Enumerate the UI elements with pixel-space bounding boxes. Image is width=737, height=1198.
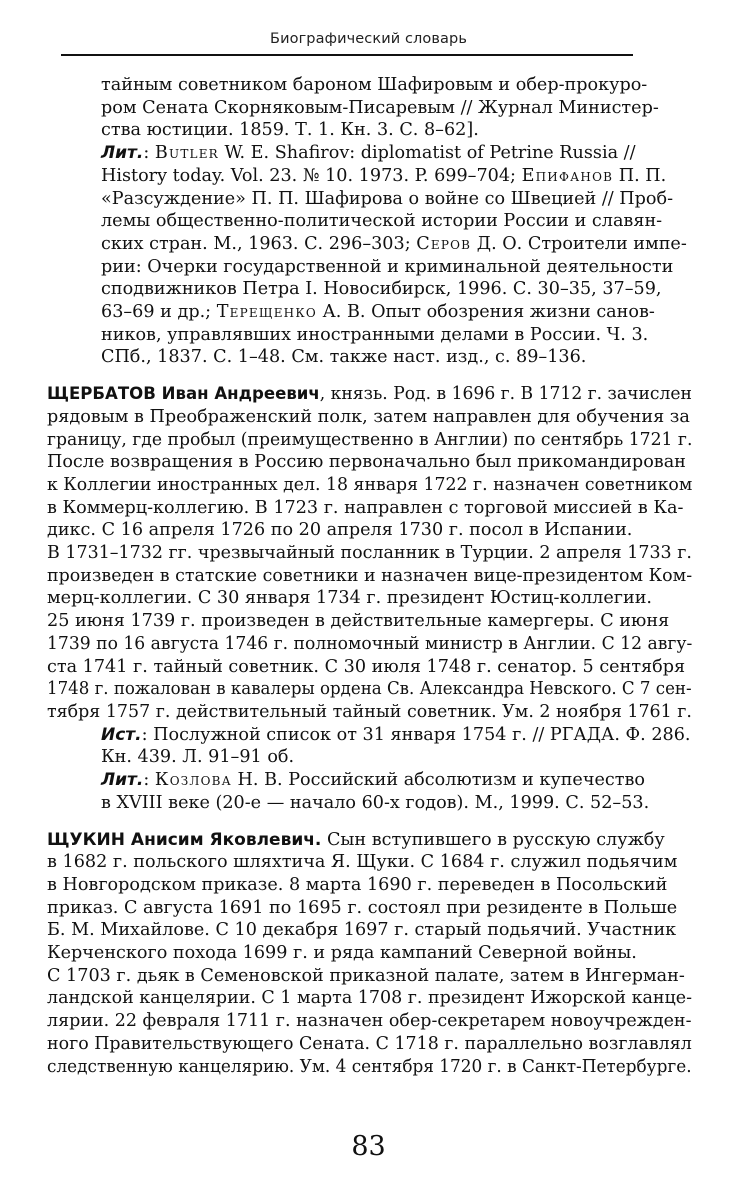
running-header: Биографический словарь <box>270 31 467 47</box>
text-line: в XVIII веке (20-е — начало 60-х годов). М., 1999. С. 52–53. <box>101 792 650 813</box>
author-name: Терещенко <box>216 302 317 323</box>
header-rule <box>61 54 633 56</box>
text-line: ства юстиции. 1859. Т. 1. Кн. 3. С. 8–62]. <box>101 120 479 141</box>
author-name: Козлова <box>154 770 232 791</box>
text-line: мерц-коллегии. С 30 января 1734 г. президент Юстиц-коллегии. <box>47 588 653 609</box>
text-line: произведен в статские советники и назначен вице-президентом Ком- <box>47 565 693 586</box>
continuation-paragraph <box>47 74 692 142</box>
text-line: ного Правительствующего Сената. С 1718 г. параллельно возглавлял <box>47 1033 692 1054</box>
text-line: рии: Очерки государственной и криминальной деятельности <box>101 256 674 277</box>
entry-heading: ЩЕРБАТОВ Иван Андреевич <box>47 384 320 405</box>
text-line: 1739 по 16 августа 1746 г. полномочный министр в Англии. С 12 авгу- <box>47 633 693 654</box>
text-line: сподвижников Петра I. Новосибирск, 1996. С. 30–35, 37–59, <box>101 279 662 300</box>
text-segment: 63–69 и др.; <box>101 302 217 323</box>
text-line: 1748 г. пожалован в кавалеры ордена Св. Александра Невского. С 7 сен- <box>47 679 692 700</box>
text-line: следственную канцелярию. Ум. 4 сентября 1720 г. в Санкт-Петербурге. <box>47 1056 692 1077</box>
text-line <box>101 165 692 188</box>
page-number: 83 <box>351 1131 386 1162</box>
text-line: ландской канцелярии. С 1 марта 1708 г. президент Ижорской канце- <box>47 988 693 1009</box>
text-line <box>101 301 692 324</box>
text-line: приказ. С августа 1691 по 1695 г. состоял при резиденте в Польше <box>47 897 678 918</box>
text-segment: Д. О. Строители импе- <box>471 233 687 254</box>
text-segment: W. E. Shafirov: diplomatist of Petrine Russia // <box>218 143 636 164</box>
text-line: Керченского похода 1699 г. и ряда кампаний Северной войны. <box>47 943 637 964</box>
text-segment: , князь. Род. в 1696 г. В 1712 г. зачислен <box>319 384 692 405</box>
text-line: дикс. С 16 апреля 1726 по 20 апреля 1730 г. посол в Испании. <box>47 520 633 541</box>
text-line: Б. М. Михайлове. С 10 декабря 1697 г. старый подьячий. Участник <box>47 920 677 941</box>
entry-shcherbatov <box>47 383 692 724</box>
text-line <box>101 724 692 747</box>
text-segment: П. П. <box>613 165 667 186</box>
text-line: СПб., 1837. С. 1–48. См. также наст. изд., с. 89–136. <box>101 347 587 368</box>
text-segment: : <box>143 770 155 791</box>
text-line: в Новгородском приказе. 8 марта 1690 г. переведен в Посольский <box>47 874 668 895</box>
text-line: лярии. 22 февраля 1711 г. назначен обер-секретарем новоучрежден- <box>47 1011 692 1032</box>
text-line <box>101 233 692 256</box>
literature-paragraph <box>47 142 692 369</box>
text-line: ников, управлявших иностранными делами в России. Ч. 3. <box>101 324 649 345</box>
text-line: тайным советником бароном Шафировым и обер-прокуро- <box>101 75 648 95</box>
text-segment: ских стран. М., 1963. С. 296–303; <box>101 233 417 254</box>
text-line: ром Сената Скорняковым-Писаревым // Журнал Министер- <box>101 97 659 118</box>
author-name: Butler <box>154 143 219 164</box>
text-line <box>47 829 692 852</box>
text-line <box>47 383 692 406</box>
page-body <box>47 74 692 1078</box>
text-line: В 1731–1732 гг. чрезвычайный посланник в Турции. 2 апреля 1733 г. <box>47 543 692 564</box>
text-line: в Коммерц-коллегию. В 1723 г. направлен с торговой миссией в Ка- <box>47 497 684 518</box>
text-line <box>101 769 692 792</box>
text-line <box>101 142 692 165</box>
author-name: Серов <box>416 233 472 254</box>
text-segment: : Послужной список от 31 января 1754 г. // РГАДА. Ф. 286. <box>141 724 691 745</box>
text-segment: Сын вступившего в русскую службу <box>321 829 665 850</box>
literature-paragraph <box>47 769 692 814</box>
entry-shchukin <box>47 829 692 1079</box>
text-segment: Н. В. Российский абсолютизм и купечество <box>231 770 645 791</box>
text-line: 25 июня 1739 г. произведен в действительные камергеры. С июня <box>47 611 670 632</box>
text-line: После возвращения в Россию первоначально был прикомандирован <box>47 452 686 473</box>
text-line: «Разсуждение» П. П. Шафирова о войне со Швецией // Проб- <box>101 188 674 209</box>
text-segment: History today. Vol. 23. № 10. 1973. P. 699–704; <box>101 165 522 186</box>
text-line: тября 1757 г. действительный тайный советник. Ум. 2 ноября 1761 г. <box>47 701 692 722</box>
lit-label: Лит. <box>101 143 144 164</box>
text-line: рядовым в Преображенский полк, затем направлен для обучения за <box>47 406 690 427</box>
lit-label: Лит. <box>101 770 144 791</box>
text-line: в 1682 г. польского шляхтича Я. Щуки. С 1684 г. служил подьячим <box>47 852 678 873</box>
text-line: границу, где пробыл (преимущественно в Англии) по сентябрь 1721 г. <box>47 429 693 450</box>
ist-label: Ист. <box>101 724 142 745</box>
text-line: к Коллегии иностранных дел. 18 января 1722 г. назначен советником <box>47 474 693 495</box>
text-line: ста 1741 г. тайный советник. С 30 июля 1748 г. сенатор. 5 сентября <box>47 656 686 677</box>
text-segment: : <box>143 143 155 164</box>
author-name: Епифанов <box>521 165 614 186</box>
entry-heading: ЩУКИН Анисим Яковлевич. <box>47 829 322 850</box>
text-segment: А. В. Опыт обозрения жизни санов- <box>316 302 655 323</box>
text-line: С 1703 г. дьяк в Семеновской приказной палате, затем в Ингерман- <box>47 965 685 986</box>
sources-paragraph <box>47 724 692 769</box>
text-line: Кн. 439. Л. 91–91 об. <box>101 747 295 768</box>
text-line: лемы общественно-политической истории России и славян- <box>101 211 663 232</box>
